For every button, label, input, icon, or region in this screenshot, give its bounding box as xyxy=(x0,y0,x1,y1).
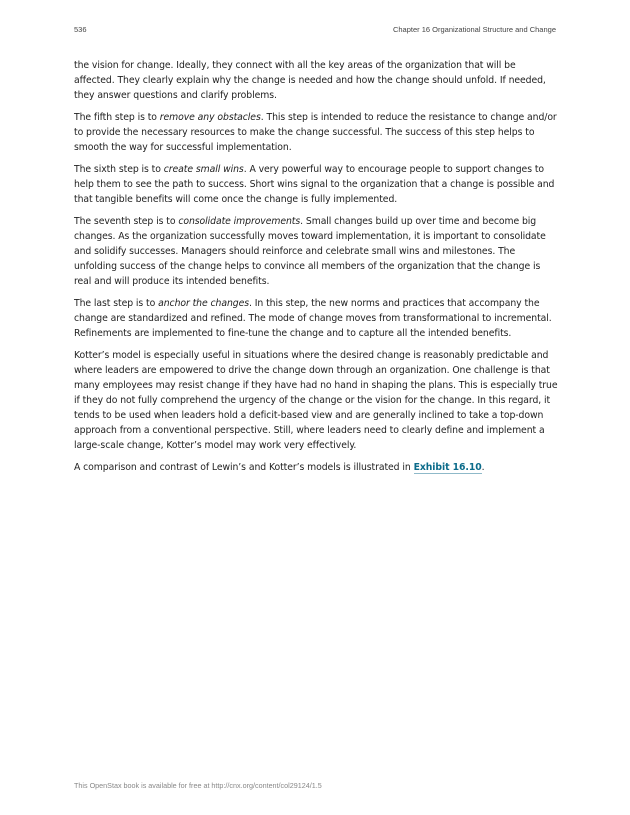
page-footer: This OpenStax book is available for free at http://cnx.org/content/col29124/1.5 xyxy=(74,781,322,790)
paragraph-sixth-step: The sixth step is to create small wins. A very powerful way to encourage people to support changes to help them to see the path to success. Short wins signal to the organization that a change is possible and that tangible benefits will come once the change is fully implemented. xyxy=(74,164,555,205)
emphasis-term: create small wins xyxy=(163,164,244,175)
paragraph-comparison: A comparison and contrast of Lewin’s and Kotter’s models is illustrated in Exhibit 16.10. xyxy=(74,462,485,473)
exhibit-link[interactable]: Exhibit 16.10 xyxy=(413,462,482,473)
paragraph-vision: the vision for change. Ideally, they connect with all the key areas of the organization that will be affected. They clearly explain why the change is needed and how the change should unfold. If needed, they answer questions and clarify problems. xyxy=(74,60,546,101)
paragraph-fifth-step: The fifth step is to remove any obstacles. This step is intended to reduce the resistance to change and/or to provide the necessary resources to make the change successful. The success of this step helps to smooth the way for successful implementation. xyxy=(74,112,557,153)
emphasis-term: remove any obstacles xyxy=(159,112,261,123)
paragraph-kotter-model: Kotter’s model is especially useful in situations where the desired change is reasonably predictable and where leaders are empowered to drive the change down through an organization. One challenge is that many employees may resist change if they have had no hand in shaping the plans. This is especially true if they do not fully comprehend the urgency of the change or the vision for the change. In this regard, it tends to be used when leaders hold a deficit-based view and are generally inclined to take a top-down approach from a conventional perspective. Still, where leaders need to clearly define and implement a large-scale change, Kotter’s model may work very effectively. xyxy=(74,350,558,451)
paragraph-seventh-step: The seventh step is to consolidate improvements. Small changes build up over time and become big changes. As the organization successfully moves toward implementation, it is important to consolidate and solidify successes. Managers should reinforce and celebrate small wins and milestones. The unfolding success of the change helps to convince all members of the organization that the change is real and will produce its intended benefits. xyxy=(74,216,546,287)
chapter-title: Chapter 16 Organizational Structure and Change xyxy=(392,25,556,34)
emphasis-term: anchor the changes xyxy=(158,298,249,309)
page-header xyxy=(74,25,556,37)
body-text xyxy=(74,58,558,482)
page-number: 536 xyxy=(74,25,87,34)
paragraph-last-step: The last step is to anchor the changes. In this step, the new norms and practices that accompany the change are standardized and refined. The mode of change moves from transformational to incremental. Refinements are implemented to fine-tune the change and to capture all the intended benefits. xyxy=(74,298,552,339)
emphasis-term: consolidate improvements xyxy=(178,216,301,227)
